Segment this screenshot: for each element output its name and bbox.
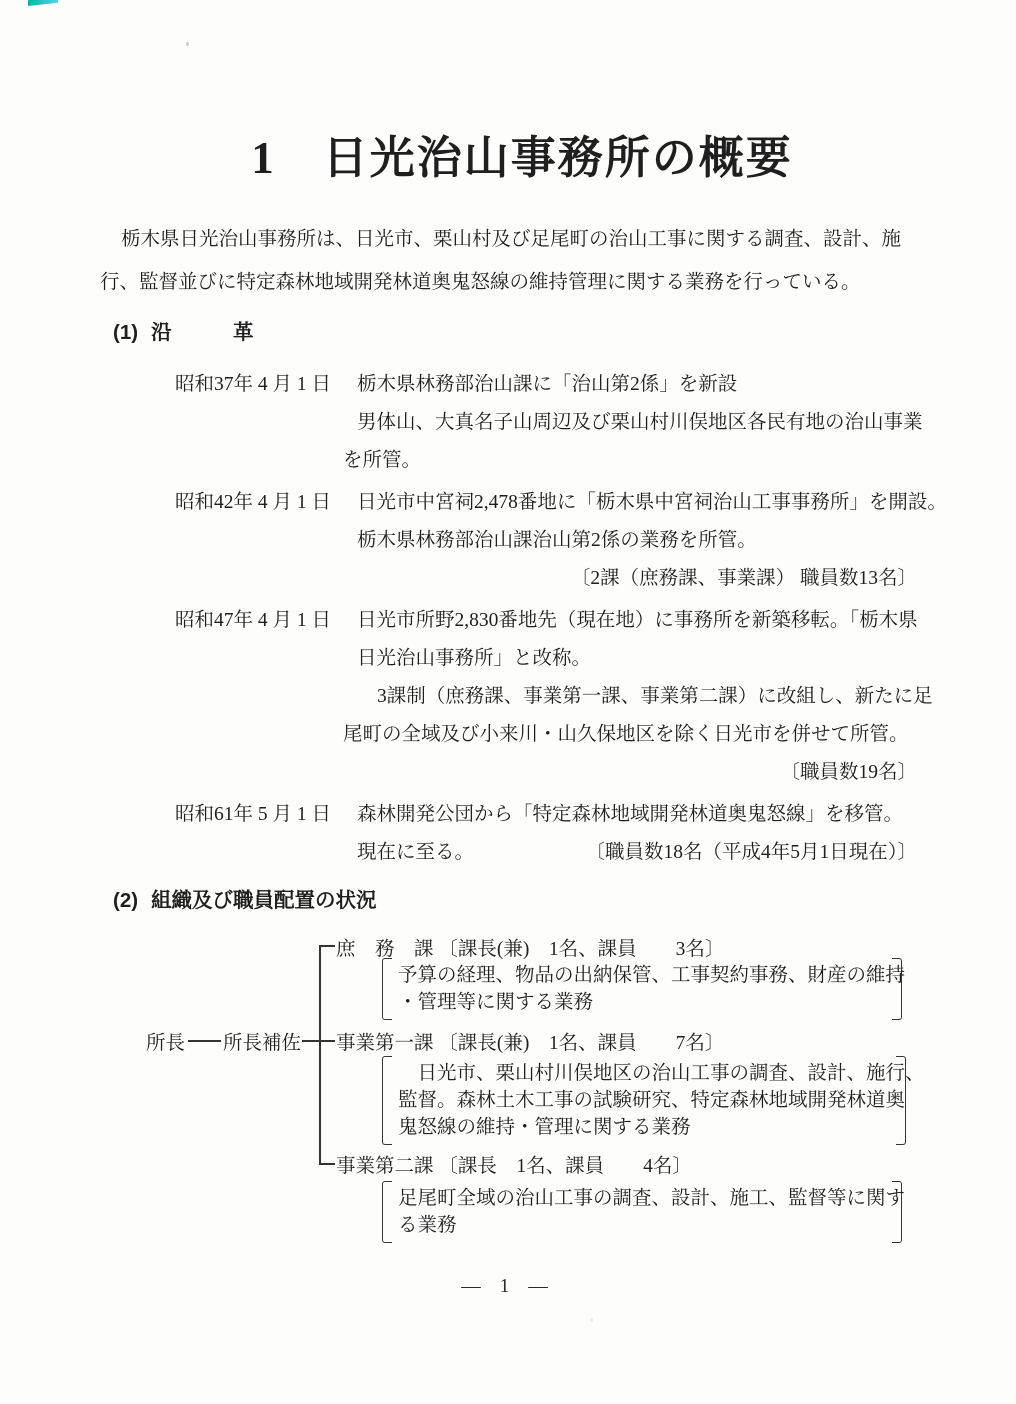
history-entry-s42	[175, 484, 1016, 598]
duty-line: 監督。森林土木工事の試験研究、特定森林地域開発林道奥	[398, 1090, 906, 1111]
history-line: 日光市中宮祠2,478番地に「栃木県中宮祠治山工事事務所」を開設。	[357, 492, 947, 513]
history-row-split	[357, 834, 917, 872]
section1-title: 沿 革	[151, 321, 254, 344]
division-name: 庶 務 課	[336, 939, 434, 960]
history-row	[175, 754, 1016, 792]
history-date: 昭和61年 5 月 1 日	[175, 804, 332, 825]
section1-label: (1)	[113, 321, 139, 344]
history-row	[175, 796, 1016, 834]
division-duty-box	[382, 958, 906, 1020]
intro-paragraph: 栃木県日光治山事務所は、日光市、栗山村及び足尾町の治山工事に関する調査、設計、施行、監督並びに特定森林地域開発林道奥鬼怒線の維持管理に関する業務を行っている。	[100, 229, 902, 293]
history-line: を所管。	[343, 450, 422, 471]
duty-line: る業務	[398, 1215, 457, 1236]
history-staff-count: 〔2課（庶務課、事業課） 職員数13名〕	[570, 568, 917, 589]
division-staff: 〔課長 1名、課員 4名〕	[438, 1156, 692, 1177]
section2-label: (2)	[113, 889, 139, 912]
scan-speck	[590, 1318, 593, 1322]
history-line: 3課制（庶務課、事業第一課、事業第二課）に改組し、新たに足	[377, 686, 933, 707]
org-connector-line	[302, 1040, 320, 1042]
history-line: 栃木県林務部治山課に「治山第2係」を新設	[357, 374, 738, 395]
org-chief: 所長	[146, 1033, 186, 1054]
history-staff-count: 〔職員数18名（平成4年5月1日現在）〕	[585, 842, 917, 863]
duty-line: 足尾町全域の治山工事の調査、設計、施工、監督等に関す	[398, 1188, 906, 1209]
org-chart	[0, 920, 1016, 1256]
duty-line: ・管理等に関する業務	[398, 992, 594, 1013]
org-division-general-affairs	[336, 933, 724, 961]
document-title: 1 日光治山事務所の概要	[251, 133, 793, 183]
org-branch-tick	[319, 1040, 335, 1042]
history-row	[175, 678, 1016, 716]
history-line: 尾町の全域及び小来川・山久保地区を除く日光市を併せて所管。	[343, 724, 909, 745]
page-number: — 1 —	[461, 1276, 555, 1297]
history-entry-s61	[175, 796, 1016, 872]
division-staff: 〔課長(兼) 1名、課員 7名〕	[438, 1033, 725, 1054]
history-line: 栃木県林務部治山課治山第2係の業務を所管。	[357, 530, 757, 551]
duty-line: 鬼怒線の維持・管理に関する業務	[398, 1117, 691, 1138]
section2-heading	[113, 888, 1016, 914]
history-date: 昭和37年 4 月 1 日	[175, 374, 332, 395]
history-line: 日光市所野2,830番地先（現在地）に事務所を新築移転。「栃木県	[357, 610, 918, 631]
history-line: 現在に至る。	[357, 842, 475, 863]
history-entry-s47	[175, 602, 1016, 792]
org-branch-tick	[319, 1163, 335, 1165]
division-duty-box	[382, 1181, 906, 1243]
history-row	[175, 602, 1016, 640]
history-line: 日光治山事務所」と改称。	[357, 648, 592, 669]
org-branch-tick	[319, 945, 335, 947]
history-list	[175, 366, 1016, 872]
history-line: 森林開発公団から「特定森林地域開発林道奥鬼怒線」を移管。	[357, 804, 904, 825]
history-row	[175, 834, 1016, 872]
history-row	[175, 716, 1016, 754]
history-staff-count: 〔職員数19名〕	[780, 762, 917, 783]
history-line: 男体山、大真名子山周辺及び栗山村川俣地区各民有地の治山事業	[357, 412, 923, 433]
duty-line: 日光市、栗山村川俣地区の治山工事の調査、設計、施行、	[398, 1063, 925, 1084]
history-date: 昭和42年 4 月 1 日	[175, 492, 332, 513]
division-name: 事業第一課	[336, 1033, 434, 1054]
org-division-business-1	[336, 1027, 724, 1055]
section2-title: 組織及び職員配置の状況	[151, 889, 377, 912]
history-row	[175, 366, 1016, 404]
section1-heading	[113, 320, 1016, 346]
history-entry-s37	[175, 366, 1016, 480]
org-vertical-line	[319, 946, 321, 1165]
division-staff: 〔課長(兼) 1名、課員 3名〕	[438, 939, 725, 960]
history-row	[175, 560, 1016, 598]
history-row	[175, 404, 1016, 442]
duty-line: 予算の経理、物品の出納保管、工事契約事務、財産の維持	[398, 965, 906, 986]
history-date: 昭和47年 4 月 1 日	[175, 610, 332, 631]
division-duty-box	[382, 1056, 925, 1145]
org-division-business-2	[336, 1150, 692, 1178]
org-connector-line	[188, 1040, 221, 1042]
org-assistant: 所長補佐	[223, 1033, 302, 1054]
history-row	[175, 640, 1016, 678]
history-row	[175, 522, 1016, 560]
history-row	[175, 484, 1016, 522]
history-row	[175, 442, 1016, 480]
division-name: 事業第二課	[336, 1156, 434, 1177]
